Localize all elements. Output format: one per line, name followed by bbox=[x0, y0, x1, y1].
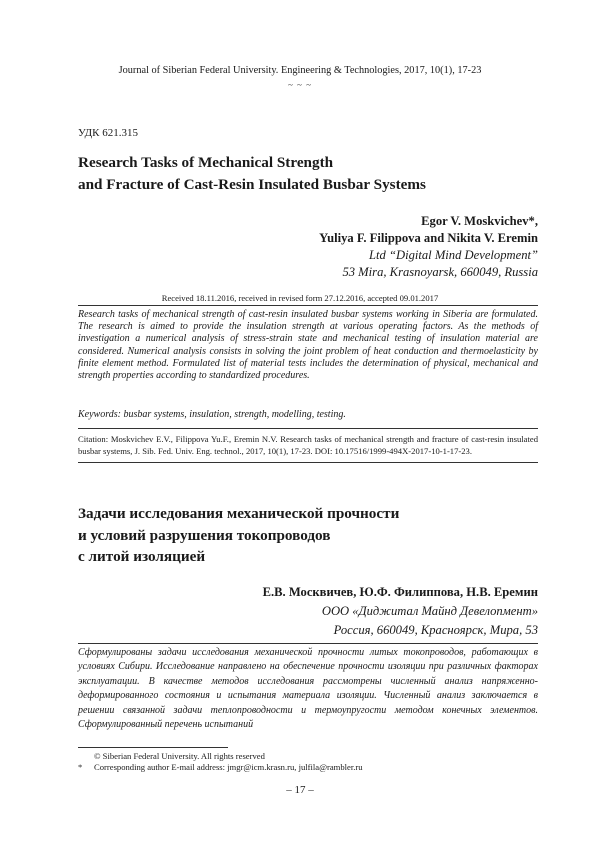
affiliation-english: Ltd “Digital Mind Development” bbox=[369, 248, 538, 262]
journal-header: Journal of Siberian Federal University. Engineering & Technologies, 2017, 10(1), 17-23 bbox=[118, 65, 482, 76]
address-english: 53 Mira, Krasnoyarsk, 660049, Russia bbox=[342, 265, 538, 279]
title-russian-line-2: и условий разрушения токопроводов bbox=[78, 526, 331, 544]
divider-russian-abstract bbox=[78, 643, 538, 644]
footnote-mark: * bbox=[78, 762, 83, 772]
divider-top bbox=[78, 305, 538, 306]
received-dates: Received 18.11.2016, received in revised form 27.12.2016, accepted 09.01.2017 bbox=[161, 293, 439, 303]
authors-russian bbox=[263, 583, 538, 640]
footnote-text: Corresponding author E-mail address: jmgr@icm.krasn.ru, julfila@rambler.ru bbox=[94, 762, 363, 772]
author-names-russian: Е.В. Москвичев, Ю.Ф. Филиппова, Н.В. Еремин bbox=[262, 585, 538, 599]
divider-citation-bottom bbox=[78, 462, 538, 463]
footnotes bbox=[78, 751, 538, 773]
author-line-1: Egor V. Moskvichev*, bbox=[421, 214, 538, 228]
footnote-text: © Siberian Federal University. All rights reserved bbox=[94, 751, 265, 761]
footnote-divider bbox=[78, 747, 228, 748]
page-number: – 17 – bbox=[286, 784, 314, 796]
affiliation-russian: ООО «Диджитал Майнд Девелопмент» bbox=[321, 604, 538, 618]
author-line-2: Yuliya F. Filippova and Nikita V. Eremin bbox=[319, 231, 538, 245]
citation: Citation: Moskvichev E.V., Filippova Yu.F., Eremin N.V. Research tasks of mechanical strength and fracture of cast-resin insulated busbar systems, J. Sib. Fed. Univ. Eng. technol., 2017, 10(1), 17-23. DOI: 10.17516/1999-494X-2017-10-1-17-23. bbox=[78, 434, 538, 456]
footnote-copyright bbox=[78, 751, 538, 762]
title-russian bbox=[78, 503, 399, 568]
footnote-corresponding-author bbox=[78, 762, 538, 773]
udc-code: УДК 621.315 bbox=[78, 127, 139, 139]
abstract-english: Research tasks of mechanical strength of cast-resin insulated busbar systems working in Siberia are formulated. The research is aimed to provide the insulation strength at various operating factors. As the methods of investigation a numerical analysis of stress-strain state and mechanical testing of insulation material are considered. Numerical analysis consists in solving the joint problem of heat conduction and thermoelasticity by finite element method. Formulated list of material tests includes the determination of physical, mechanical and strength properties according to standardized procedures. bbox=[78, 309, 538, 382]
abstract-russian: Сформулированы задачи исследования механической прочности литых токопроводов, работающих в условиях Сибири. Исследование направлено на обеспечение прочности изоляции при различных факторах эксплуатации. В качестве методов исследования рассмотрены численный анализ напряженно-деформированного состояния и испытания материала изоляции. Численный анализ заключается в решении связанной задачи теплопроводности и термоупругости методом конечных элементов. Сформулированный перечень испытаний bbox=[78, 647, 538, 731]
title-russian-line-3: с литой изоляцией bbox=[78, 548, 206, 565]
authors-english bbox=[319, 213, 538, 281]
address-russian: Россия, 660049, Красноярск, Мира, 53 bbox=[333, 623, 538, 637]
title-english-line-1: Research Tasks of Mechanical Strength bbox=[78, 154, 334, 171]
divider-citation-top bbox=[78, 428, 538, 429]
title-english-line-2: and Fracture of Cast-Resin Insulated Busbar Systems bbox=[78, 176, 426, 193]
title-russian-line-1: Задачи исследования механической прочности bbox=[78, 505, 400, 522]
keywords-english: Keywords: busbar systems, insulation, strength, modelling, testing. bbox=[78, 409, 346, 420]
header-ornament: ~ ~ ~ bbox=[287, 80, 313, 90]
title-english bbox=[78, 152, 426, 196]
